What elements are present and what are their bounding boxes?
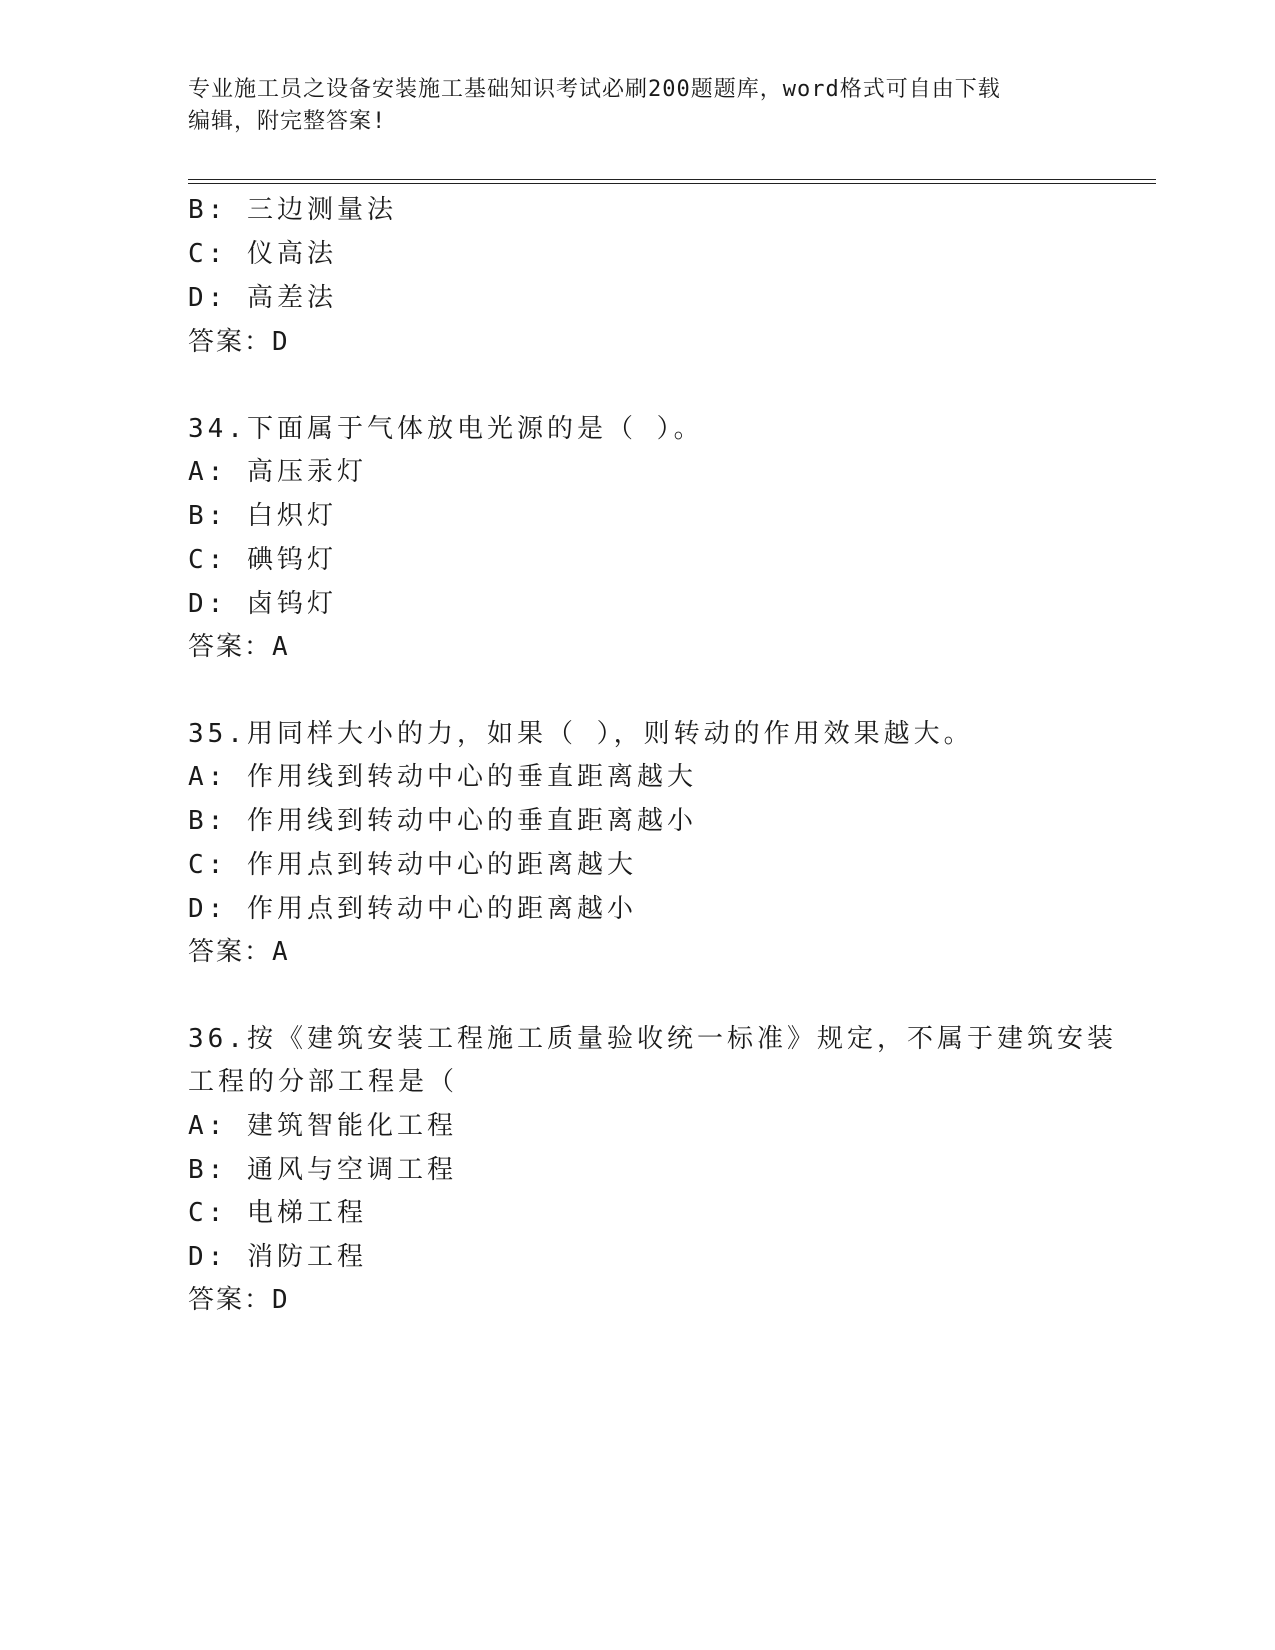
- q34-option-a: A: 高压汞灯: [188, 457, 367, 487]
- q36-stem-line-2: 工程的分部工程是（: [188, 1067, 459, 1097]
- q34-answer: [188, 630, 290, 664]
- answer-label: 答案：: [188, 937, 273, 967]
- q33-option-d: D: 高差法: [188, 283, 337, 313]
- q34-option-b: B: 白炽灯: [188, 501, 337, 531]
- q36-option-a: A: 建筑智能化工程: [188, 1111, 457, 1141]
- header-title-line-2: 编辑，附完整答案!: [188, 109, 387, 134]
- answer-label: 答案：: [188, 327, 273, 357]
- q33-option-c: C: 仪高法: [188, 239, 337, 269]
- answer-value: D: [272, 327, 290, 357]
- q34-option-c: C: 碘钨灯: [188, 545, 337, 575]
- answer-value: A: [272, 937, 290, 967]
- q35-answer: [188, 935, 290, 969]
- q36-option-d: D: 消防工程: [188, 1242, 367, 1272]
- q35-option-c: C: 作用点到转动中心的距离越大: [188, 850, 637, 880]
- document-header: [188, 74, 1088, 138]
- header-title-line-1: 专业施工员之设备安装施工基础知识考试必刷200题题库，word格式可自由下载: [188, 77, 1001, 102]
- header-divider-top: [188, 179, 1156, 180]
- q35-option-a: A: 作用线到转动中心的垂直距离越大: [188, 762, 697, 792]
- q35-option-d: D: 作用点到转动中心的距离越小: [188, 894, 637, 924]
- q33-option-b: B: 三边测量法: [188, 195, 397, 225]
- answer-value: A: [272, 632, 290, 662]
- answer-label: 答案：: [188, 1285, 273, 1315]
- q36-option-b: B: 通风与空调工程: [188, 1155, 457, 1185]
- q33-answer: [188, 325, 290, 359]
- header-divider-bottom: [188, 183, 1156, 184]
- q34-option-d: D: 卤钨灯: [188, 589, 337, 619]
- answer-label: 答案：: [188, 632, 273, 662]
- q35-stem: 35.用同样大小的力，如果（ ），则转动的作用效果越大。: [188, 719, 974, 749]
- q36-option-c: C: 电梯工程: [188, 1198, 367, 1228]
- q35-option-b: B: 作用线到转动中心的垂直距离越小: [188, 806, 697, 836]
- answer-value: D: [272, 1285, 290, 1315]
- q36-stem-line-1: 36.按《建筑安装工程施工质量验收统一标准》规定，不属于建筑安装: [188, 1024, 1117, 1054]
- q36-answer: [188, 1283, 290, 1317]
- q34-stem: 34.下面属于气体放电光源的是（ ）。: [188, 414, 704, 444]
